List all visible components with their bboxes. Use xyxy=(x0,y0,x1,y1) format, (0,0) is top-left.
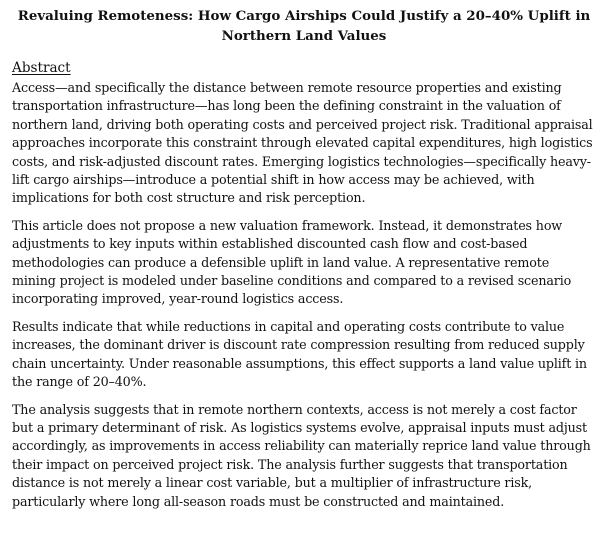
article-title: Revaluing Remoteness: How Cargo Airships Could Justify a 20–40% Uplift in Northern Land Values xyxy=(17,8,591,44)
abstract-heading: Abstract xyxy=(12,60,71,76)
abstract-paragraph-1: Access—and specifically the distance between remote resource properties and existing transportation infrastructure—has long been the defining constraint in the valuation of northern land, driving both operating costs and perceived project risk. Traditional appraisal approaches incorporate this constraint through elevated capital expenditures, high logistics costs, and risk-adjusted discount rates. Emerging logistics technologies—specifically heavy-lift cargo airships—introduce a potential shift in how access may be achieved, with implications for both cost structure and risk perception. xyxy=(12,80,593,206)
abstract-paragraph-2: This article does not propose a new valuation framework. Instead, it demonstrates how adjustments to key inputs within established discounted cash flow and cost-based methodologies can produce a defensible uplift in land value. A representative remote mining project is modeled under baseline conditions and compared to a revised scenario incorporating improved, year-round logistics access. xyxy=(12,217,572,307)
abstract-paragraph-4: The analysis suggests that in remote northern contexts, access is not merely a cost factor but a primary determinant of risk. As logistics systems evolve, appraisal inputs must adjust accordingly, as improvements in access reliability can materially reprice land value through their impact on perceived project risk. The analysis further suggests that transportation distance is not merely a linear cost variable, but a multiplier of infrastructure risk, particularly where long all-season roads must be constructed and maintained. xyxy=(12,401,591,509)
abstract-paragraph-3: Results indicate that while reductions in capital and operating costs contribute to value increases, the dominant driver is discount rate compression resulting from reduced supply chain uncertainty. Under reasonable assumptions, this effect supports a land value uplift in the range of 20–40%. xyxy=(12,318,587,390)
